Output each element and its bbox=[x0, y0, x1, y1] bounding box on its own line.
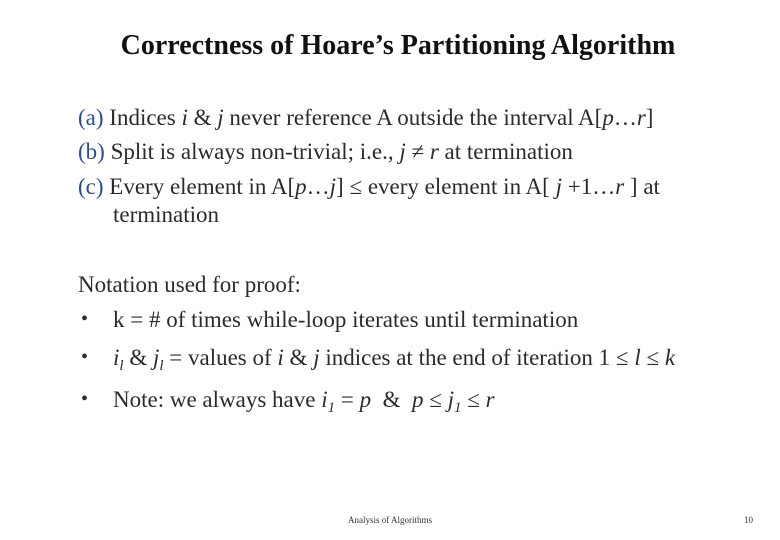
var: i bbox=[321, 387, 328, 412]
text: ] ≤ every element in A[ bbox=[336, 174, 556, 199]
footer-course: Analysis of Algorithms bbox=[348, 515, 433, 525]
subscript: l bbox=[119, 358, 124, 374]
text: ≤ bbox=[423, 387, 448, 412]
slide-title: Correctness of Hoare’s Partitioning Algorithm bbox=[120, 30, 676, 61]
bullet-item bbox=[113, 306, 578, 334]
text: never reference A outside the interval A[ bbox=[223, 105, 603, 130]
text: = bbox=[335, 387, 360, 412]
text: ≤ bbox=[640, 345, 665, 370]
subscript: l bbox=[159, 358, 164, 374]
text: Split is always non-trivial; i.e., bbox=[104, 139, 400, 164]
text: k = # of times while-loop iterates until termination bbox=[113, 307, 579, 332]
var: r bbox=[615, 174, 625, 199]
text: & bbox=[371, 387, 412, 412]
var: i bbox=[181, 105, 188, 130]
text: Indices bbox=[103, 105, 182, 130]
var: r bbox=[636, 105, 646, 130]
text: & bbox=[187, 105, 218, 130]
text: ≠ bbox=[405, 139, 430, 164]
var: l bbox=[634, 345, 641, 370]
text: = values of bbox=[163, 345, 278, 370]
property-a bbox=[78, 104, 653, 132]
var: j bbox=[447, 387, 454, 412]
notation-heading: Notation used for proof: bbox=[78, 272, 301, 297]
text: ] bbox=[645, 105, 654, 130]
property-b bbox=[78, 138, 573, 166]
bullet-icon: • bbox=[81, 346, 89, 368]
text: ] at bbox=[624, 174, 660, 199]
text: indices at the end of iteration 1 ≤ bbox=[319, 345, 635, 370]
var: r bbox=[485, 387, 495, 412]
var: i bbox=[277, 345, 284, 370]
text: … bbox=[613, 105, 637, 130]
property-c-label: (c) bbox=[78, 174, 104, 199]
bullet-item bbox=[113, 386, 495, 422]
subscript: 1 bbox=[327, 400, 336, 416]
text: ≤ bbox=[461, 387, 486, 412]
var: j bbox=[152, 345, 160, 370]
property-c-continuation: termination bbox=[113, 202, 220, 227]
bullet-icon: • bbox=[81, 388, 89, 410]
var: i bbox=[113, 345, 120, 370]
var: p bbox=[411, 387, 424, 412]
text: … bbox=[306, 174, 330, 199]
var: j bbox=[217, 105, 224, 130]
text: & bbox=[283, 345, 314, 370]
var: p bbox=[359, 387, 372, 412]
text: at termination bbox=[438, 139, 573, 164]
property-b-label: (b) bbox=[78, 139, 105, 164]
page-number: 10 bbox=[744, 515, 753, 525]
bullet-item bbox=[113, 344, 675, 380]
var: p bbox=[602, 105, 614, 130]
var: j bbox=[555, 174, 562, 199]
property-a-label: (a) bbox=[78, 105, 104, 130]
text: Note: we always have bbox=[113, 387, 322, 412]
var: p bbox=[295, 174, 307, 199]
var: j bbox=[399, 139, 406, 164]
text: +1… bbox=[561, 174, 616, 199]
var: k bbox=[664, 345, 676, 370]
var: r bbox=[429, 139, 439, 164]
property-c bbox=[78, 173, 660, 201]
var: j bbox=[329, 174, 337, 199]
var: j bbox=[313, 345, 320, 370]
text: Every element in A[ bbox=[103, 174, 296, 199]
subscript: 1 bbox=[453, 400, 462, 416]
text: & bbox=[123, 345, 153, 370]
bullet-icon: • bbox=[81, 308, 89, 330]
